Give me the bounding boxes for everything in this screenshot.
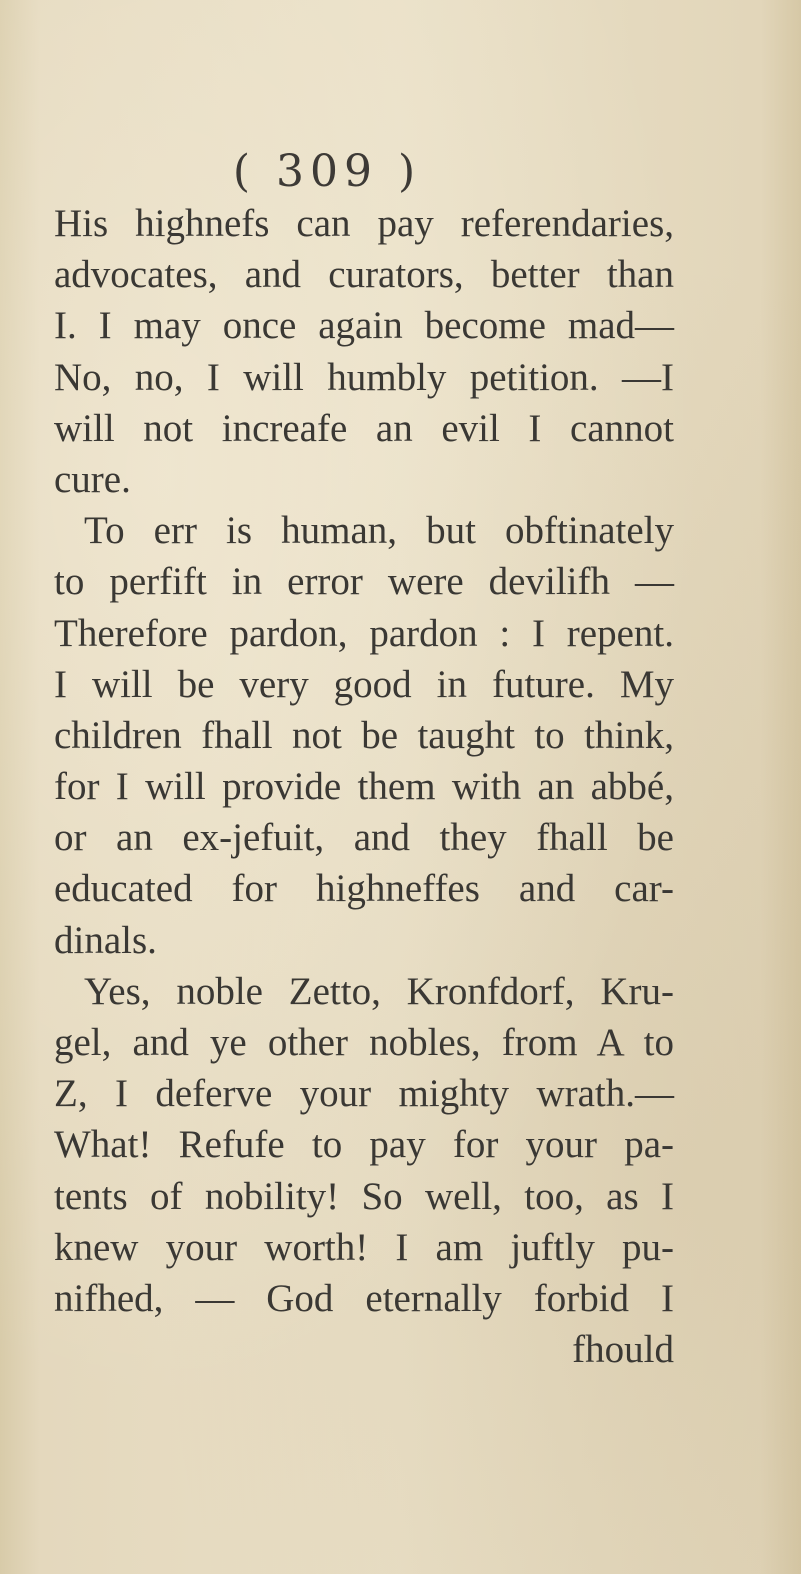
paragraph-start-line: To err is human, but obftinately bbox=[84, 509, 674, 553]
text-line: Therefore pardon, pardon : I repent. bbox=[54, 611, 674, 655]
text-line: or an ex-jefuit, and they fhall be bbox=[54, 816, 674, 860]
text-line: will not increafe an evil I cannot bbox=[54, 406, 674, 450]
text-line: cure. bbox=[54, 457, 131, 501]
text-line: for I will provide them with an abbé, bbox=[54, 765, 674, 809]
text-line: knew your worth! I am juftly pu- bbox=[54, 1225, 674, 1269]
text-line: I will be very good in future. My bbox=[54, 662, 674, 706]
text-line: gel, and ye other nobles, from A to bbox=[54, 1021, 674, 1064]
text-line: advocates, and curators, better than bbox=[54, 253, 674, 297]
catchword: fhould bbox=[572, 1328, 674, 1372]
text-line: children fhall not be taught to think, bbox=[54, 713, 674, 757]
text-line: dinals. bbox=[54, 918, 157, 962]
text-line: to perfift in error were devilifh — bbox=[54, 560, 674, 604]
text-line: I. I may once again become mad— bbox=[54, 304, 674, 348]
body-text bbox=[54, 198, 674, 1375]
text-line: His highnefs can pay referendaries, bbox=[54, 202, 674, 245]
text-line: nifhed, — God eternally forbid I bbox=[54, 1276, 674, 1320]
paragraph-start-line: Yes, noble Zetto, Kronfdorf, Kru- bbox=[84, 969, 674, 1013]
page-number: ( 309 ) bbox=[232, 146, 422, 197]
text-line: No, no, I will humbly petition. —I bbox=[54, 355, 674, 399]
text-line: What! Refufe to pay for your pa- bbox=[54, 1123, 674, 1167]
text-line: Z, I deferve your mighty wrath.— bbox=[54, 1072, 674, 1116]
text-line: educated for highneffes and car- bbox=[54, 867, 674, 911]
text-line: tents of nobility! So well, too, as I bbox=[54, 1174, 674, 1218]
